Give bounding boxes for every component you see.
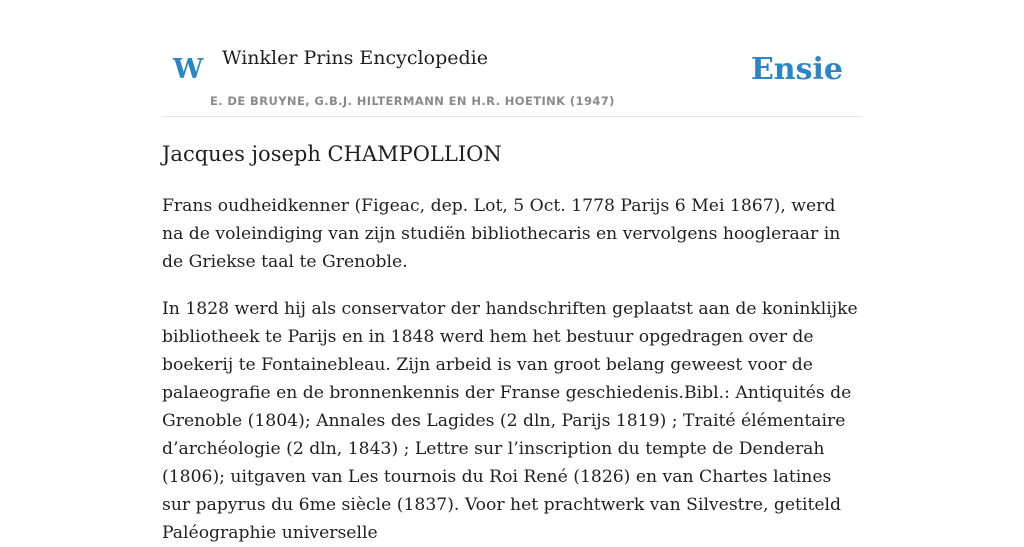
site-logo-icon[interactable]: W [173, 54, 204, 85]
site-title[interactable]: Winkler Prins Encyclopedie [222, 47, 488, 69]
site-authors: E. DE BRUYNE, G.B.J. HILTERMANN EN H.R. HOETINK (1947) [210, 94, 615, 108]
article [162, 137, 862, 547]
article-paragraph: In 1828 werd hij als conservator der handschriften geplaatst aan de koninklijke bibliotheek te Parijs en in 1848 werd hem het bestuur opgedragen over de boekerij te Fontainebleau. Zijn arbeid is van groot belang geweest voor de palaeografie en de bronnenkennis der Franse geschiedenis.Bibl.: Antiquités de Grenoble (1804); Annales des Lagides (2 dln, Parijs 1819) ; Traité élémentaire d’archéologie (2 dln, 1843) ; Lettre sur l’inscription du tempte de Denderah (1806); uitgaven van Les tournois du Roi René (1826) en van Chartes latines sur papyrus du 6me siècle (1837). Voor het prachtwerk van Silvestre, getiteld Paléographie universelle [162, 299, 858, 543]
article-paragraph: Frans oudheidkenner (Figeac, dep. Lot, 5 Oct. 1778 Parijs 6 Mei 1867), werd na de voleindiging van zijn studiën bibliothecaris en vervolgens hoogleraar in de Griekse taal te Grenoble. [162, 196, 841, 272]
brand-logo[interactable]: Ensie [750, 52, 843, 87]
site-header [162, 0, 862, 117]
article-title: Jacques joseph CHAMPOLLION [162, 142, 502, 166]
